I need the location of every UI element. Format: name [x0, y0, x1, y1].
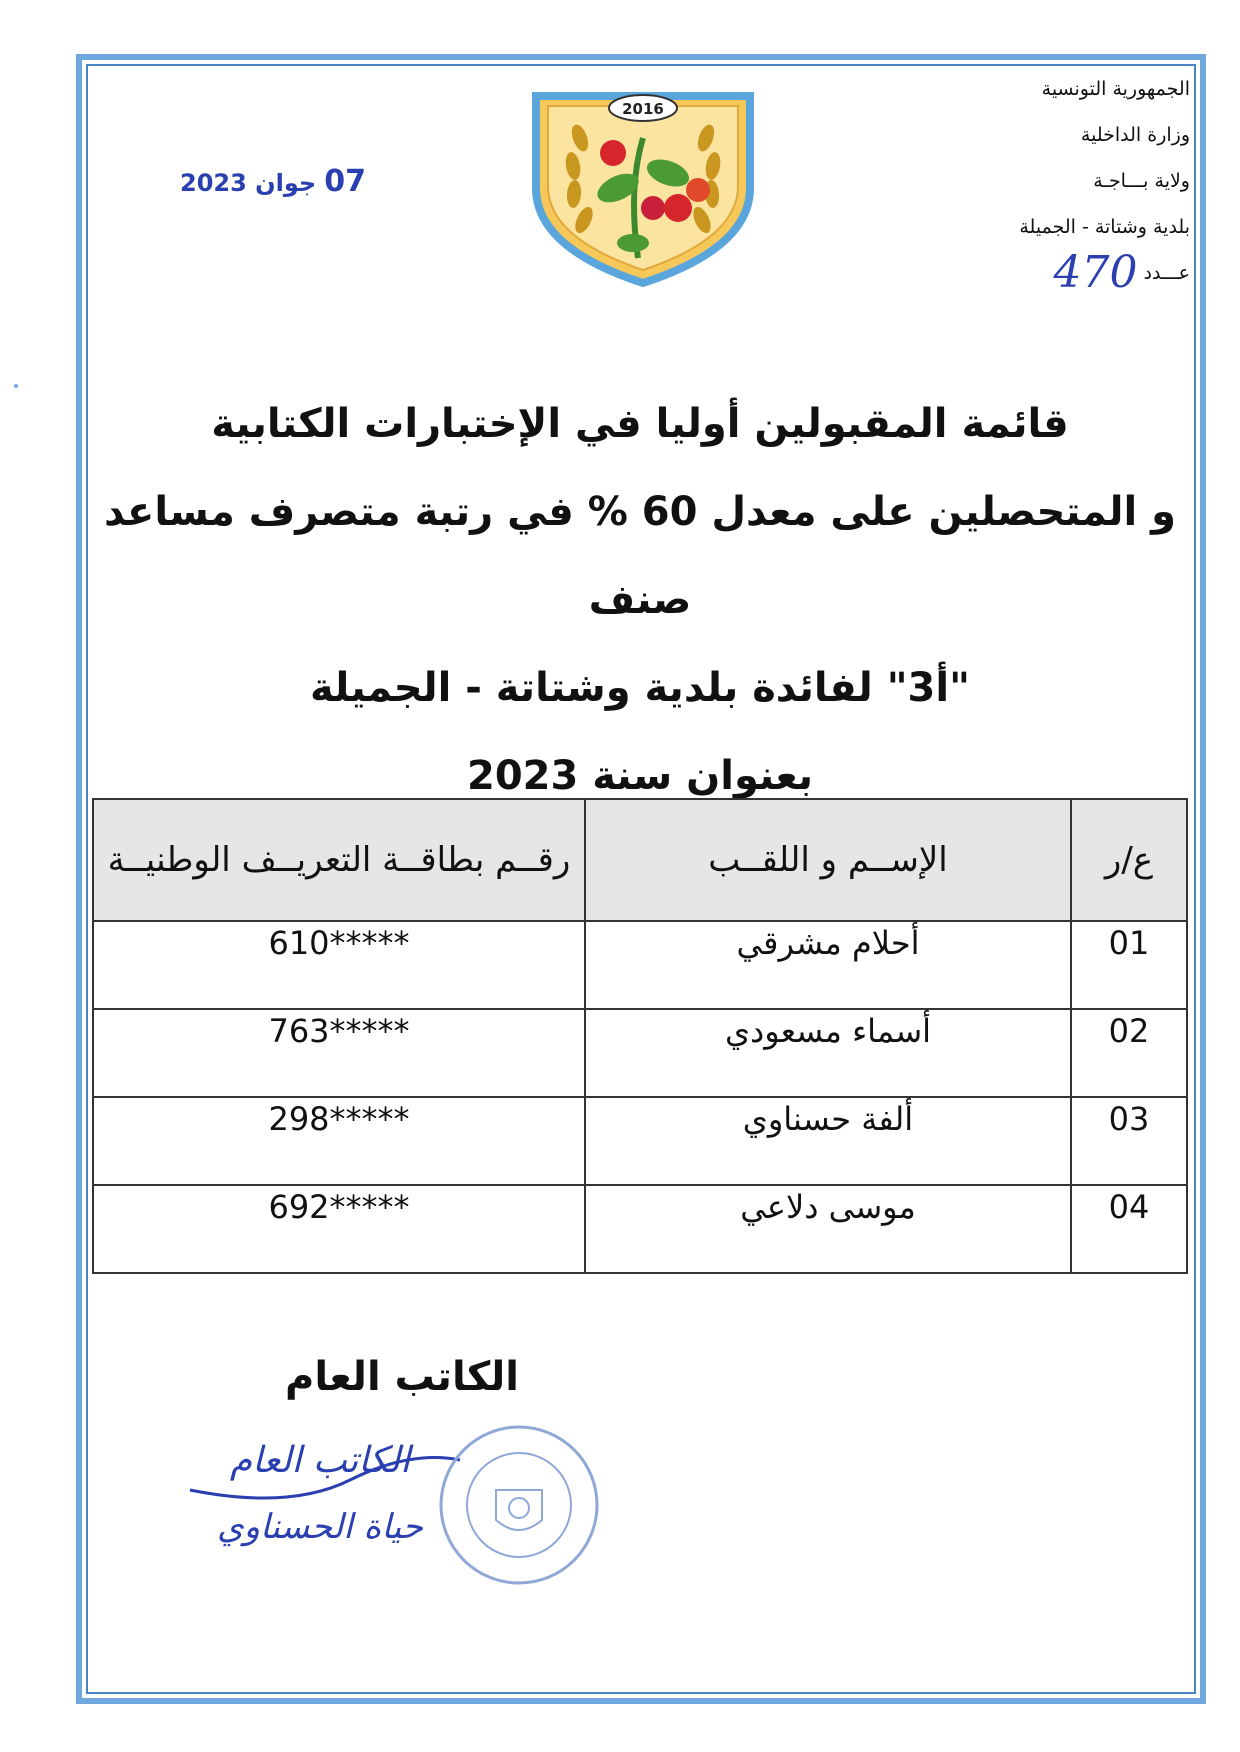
candidates-table: [92, 798, 1188, 1274]
signature-name: حياة الحسناوي: [217, 1507, 423, 1547]
official-seal-icon: [434, 1420, 604, 1590]
row-serial: 01: [1071, 921, 1187, 1009]
signature-title: الكاتب العام: [229, 1440, 411, 1481]
table-row: [93, 1009, 1187, 1097]
date-day: 07: [324, 164, 366, 199]
title-line-1: قائمة المقبولين أوليا في الإختبارات الكتابية: [211, 401, 1069, 447]
row-national-id: *****763: [93, 1009, 585, 1097]
reference-value: 470: [1053, 247, 1138, 298]
row-name: موسى دلاعي: [585, 1185, 1071, 1273]
reference-prefix: عـــدد: [1143, 262, 1190, 284]
municipality-label: بلدية وشتاتة - الجميلة: [1019, 216, 1190, 238]
row-national-id: *****298: [93, 1097, 585, 1185]
date-month-year: جوان 2023: [180, 169, 317, 197]
row-name: أسماء مسعودي: [585, 1009, 1071, 1097]
title-line-3: "أ3" لفائدة بلدية وشتاتة - الجميلة: [310, 665, 970, 711]
row-name: أحلام مشرقي: [585, 921, 1071, 1009]
scan-speck: [14, 384, 18, 388]
municipality-logo: [518, 78, 768, 288]
document-title: [100, 380, 1180, 820]
table-header-row: [93, 799, 1187, 921]
row-name: ألفة حسناوي: [585, 1097, 1071, 1185]
table-row: [93, 1185, 1187, 1273]
row-serial: 03: [1071, 1097, 1187, 1185]
signature-stamp: [170, 1420, 470, 1560]
header-national-id: رقــم بطاقــة التعريــف الوطنيــة: [93, 799, 585, 921]
header-name: الإســم و اللقــب: [585, 799, 1071, 921]
table-row: [93, 921, 1187, 1009]
table-row: [93, 1097, 1187, 1185]
row-national-id: *****692: [93, 1185, 585, 1273]
reference-number: [970, 247, 1190, 298]
governorate-label: ولاية بـــاجـة: [1093, 170, 1190, 192]
date-stamp: [180, 164, 366, 199]
row-serial: 04: [1071, 1185, 1187, 1273]
title-line-2: و المتحصلين على معدل 60 % في رتبة متصرف مساعد صنف: [103, 489, 1177, 623]
ministry-label: وزارة الداخلية: [1080, 124, 1190, 146]
letterhead: [970, 66, 1190, 296]
header-serial: ع/ر: [1071, 799, 1187, 921]
republic-label: الجمهورية التونسية: [1041, 78, 1190, 100]
secretary-general-title: الكاتب العام: [285, 1354, 519, 1400]
strawberry-icon: [600, 140, 626, 166]
title-line-4: بعنوان سنة 2023: [467, 753, 813, 799]
row-national-id: *****610: [93, 921, 585, 1009]
logo-year: 2016: [622, 100, 664, 118]
row-serial: 02: [1071, 1009, 1187, 1097]
